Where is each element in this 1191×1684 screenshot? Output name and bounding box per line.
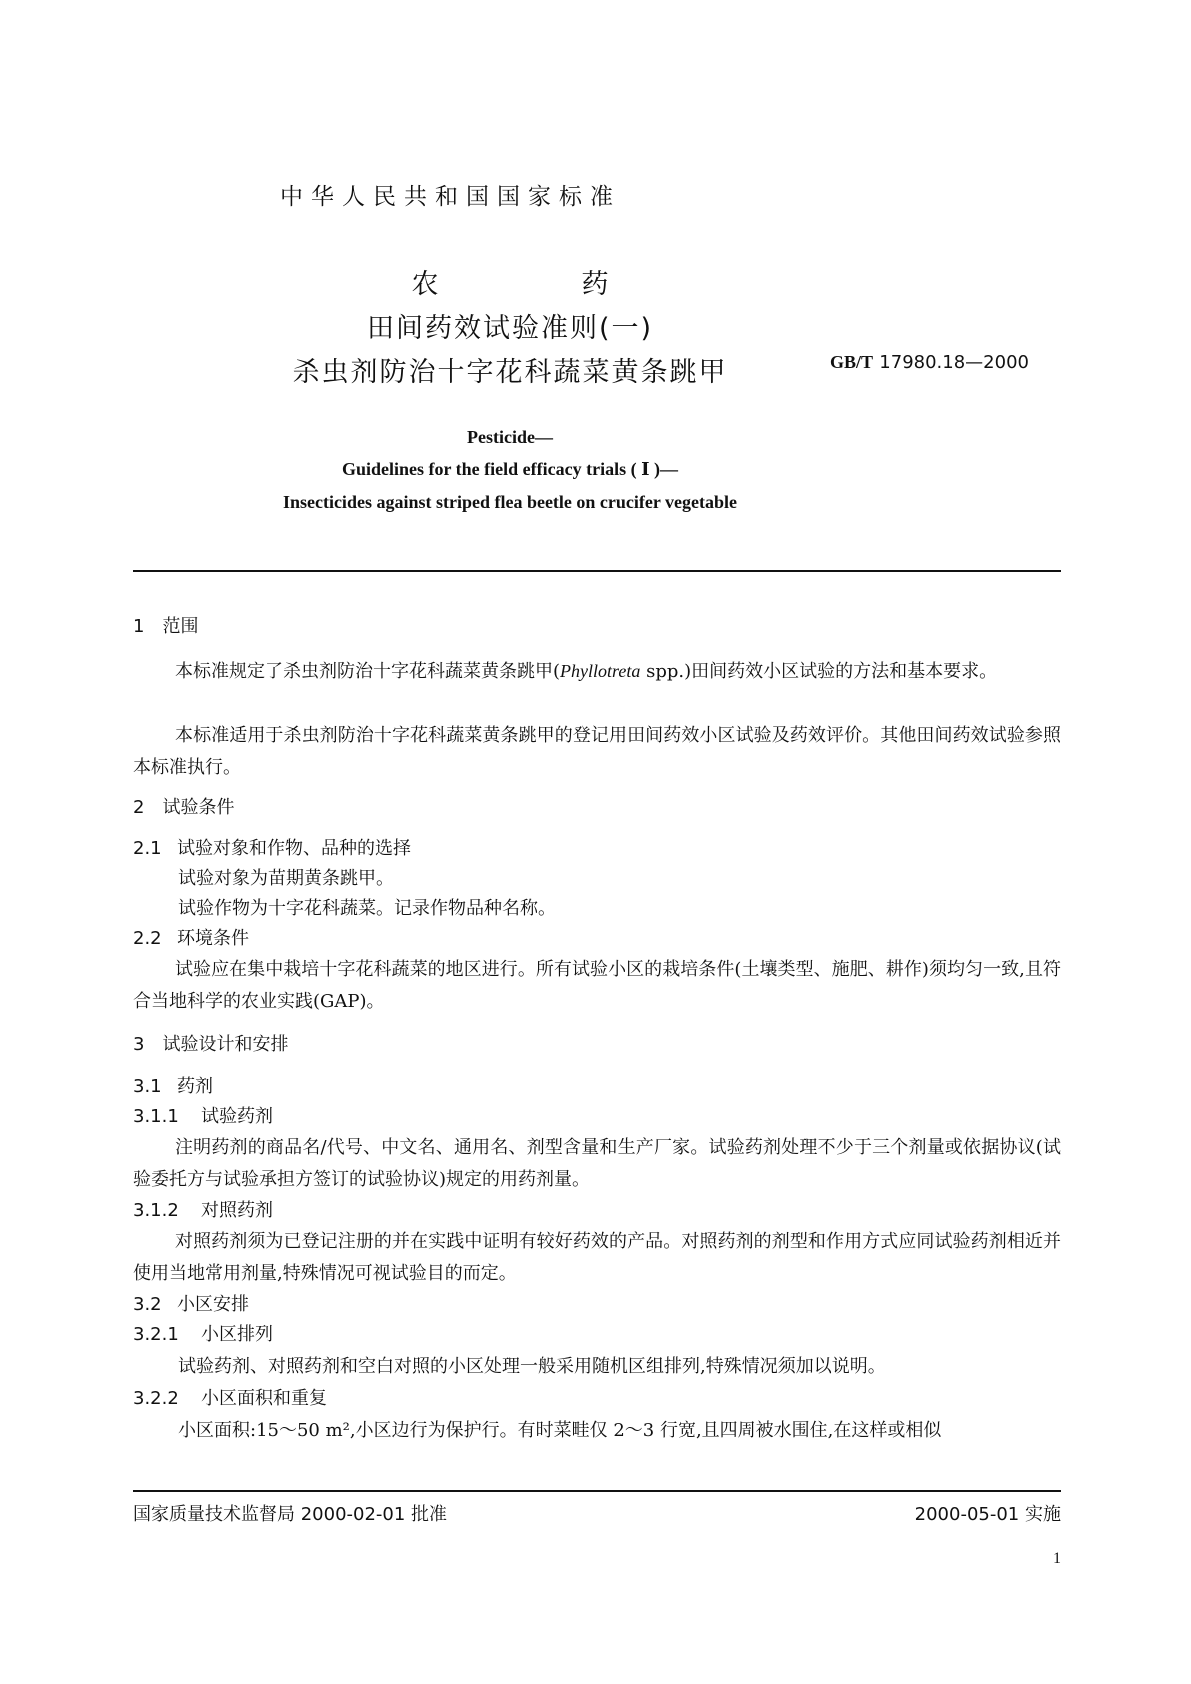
section-3-1-1-paragraph: 注明药剂的商品名/代号、中文名、通用名、剂型含量和生产厂家。试验药剂处理不少于三个剂量或依据协议(试验委托方与试验承担方签订的试验协议)规定的用药剂量。 xyxy=(133,1137,1061,1190)
section-3-1-1-title: 试验药剂 xyxy=(201,1106,273,1127)
title-line-1: 农 药 xyxy=(411,269,667,300)
header-divider xyxy=(133,570,1061,572)
section-3-1-1-heading xyxy=(133,1102,1061,1132)
section-2-1-paragraph-2: 试验作物为十字花科蔬菜。记录作物品种名称。 xyxy=(178,898,556,919)
section-3-2-2-paragraph: 小区面积:15～50 m²,小区边行为保护行。有时菜畦仅 2～3 行宽,且四周被水围住,在这样或相似 xyxy=(178,1420,942,1441)
section-2-heading: 2 试验条件 xyxy=(133,797,235,818)
section-2-2-title: 环境条件 xyxy=(177,928,249,949)
section-2-1-number: 2.1 xyxy=(133,838,162,859)
section-2-2-paragraph: 试验应在集中栽培十字花科蔬菜的地区进行。所有试验小区的栽培条件(土壤类型、施肥、耕作)须均匀一致,且符合当地科学的农业实践(GAP)。 xyxy=(133,959,1061,1012)
section-3-2-2-title: 小区面积和重复 xyxy=(201,1388,327,1409)
section-3-2-2-number: 3.2.2 xyxy=(133,1388,179,1409)
section-3-1-1-number: 3.1.1 xyxy=(133,1106,179,1127)
section-3-1-title: 药剂 xyxy=(177,1076,213,1097)
section-3-2-1-title: 小区排列 xyxy=(201,1324,273,1345)
standard-number xyxy=(830,352,1029,373)
section-3-1-2-heading xyxy=(133,1196,1061,1226)
section-2-2-number: 2.2 xyxy=(133,928,162,949)
section-3-1-2-number: 3.1.2 xyxy=(133,1200,179,1221)
section-2-1-heading xyxy=(133,834,1061,864)
section-2-2-heading xyxy=(133,924,1061,954)
section-1-paragraph-2: 本标准适用于杀虫剂防治十字花科蔬菜黄条跳甲的登记用田间药效小区试验及药效评价。其他田间药效试验参照本标准执行。 xyxy=(133,725,1061,778)
standard-number-value: 17980.18—2000 xyxy=(879,352,1029,373)
section-3-1-heading xyxy=(133,1072,1061,1102)
section-1-p1-text-a: 本标准规定了杀虫剂防治十字花科蔬菜黄条跳甲( xyxy=(175,661,561,682)
english-title-line-3: Insecticides against striped flea beetle on crucifer vegetable xyxy=(282,492,738,512)
section-1-p1-text-b: spp.)田间药效小区试验的方法和基本要求。 xyxy=(640,661,998,682)
approval-statement: 国家质量技术监督局 2000-02-01 批准 xyxy=(133,1504,448,1525)
section-2-1-title: 试验对象和作物、品种的选择 xyxy=(177,838,411,859)
section-3-2-1-number: 3.2.1 xyxy=(133,1324,179,1345)
section-3-1-2-paragraph: 对照药剂须为已登记注册的并在实践中证明有较好药效的产品。对照药剂的剂型和作用方式应同试验药剂相近并使用当地常用剂量,特殊情况可视试验目的而定。 xyxy=(133,1231,1061,1284)
standard-prefix: GB/T xyxy=(830,352,874,372)
page-number: 1 xyxy=(1053,1550,1061,1567)
section-3-1-2-title: 对照药剂 xyxy=(201,1200,273,1221)
section-2-1-paragraph-1: 试验对象为苗期黄条跳甲。 xyxy=(178,868,394,889)
section-1-heading: 1 范围 xyxy=(133,616,199,637)
english-title-line-2: Guidelines for the field efficacy trials ( Ⅰ )— xyxy=(341,459,679,479)
implementation-date: 2000-05-01 实施 xyxy=(914,1504,1061,1525)
section-3-heading: 3 试验设计和安排 xyxy=(133,1034,289,1055)
national-standard-heading: 中华人民共和国国家标准 xyxy=(280,184,621,210)
section-3-2-number: 3.2 xyxy=(133,1294,162,1315)
section-3-2-1-heading xyxy=(133,1320,1061,1350)
section-1-paragraph-1 xyxy=(133,655,1061,688)
section-3-2-heading xyxy=(133,1290,1061,1320)
section-3-1-number: 3.1 xyxy=(133,1076,162,1097)
title-line-2: 田间药效试验准则(一) xyxy=(366,313,654,344)
section-3-2-1-paragraph: 试验药剂、对照药剂和空白对照的小区处理一般采用随机区组排列,特殊情况须加以说明。 xyxy=(178,1356,886,1377)
section-3-2-title: 小区安排 xyxy=(177,1294,249,1315)
english-title-line-1: Pesticide— xyxy=(467,427,553,447)
scientific-name: Phyllotreta xyxy=(560,661,641,681)
footer-divider xyxy=(133,1490,1061,1492)
title-line-3: 杀虫剂防治十字花科蔬菜黄条跳甲 xyxy=(292,357,728,388)
section-3-2-2-heading xyxy=(133,1384,1061,1414)
